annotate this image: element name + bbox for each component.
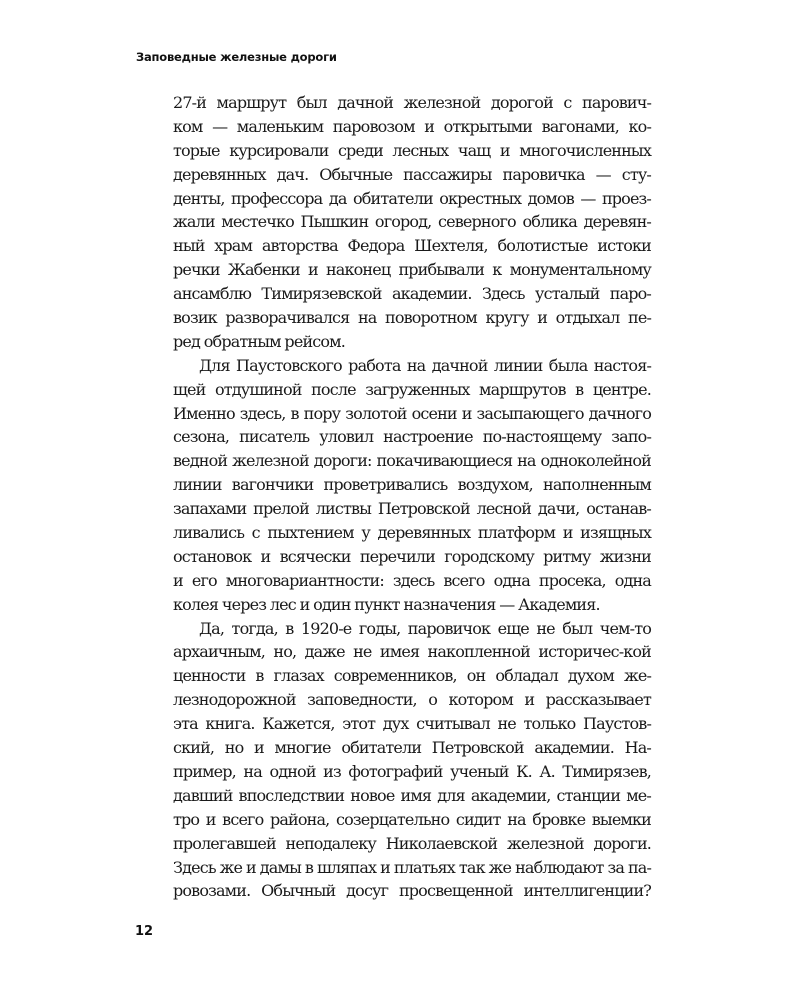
text-line: ведной железной дороги: покачивающиеся на одноколейной: [173, 451, 651, 471]
text-line: и его многовариантности: здесь всего одна просека, одна: [173, 570, 651, 590]
text-line: ливались с пыхтением у деревянных платформ и изящных: [173, 523, 651, 543]
text-line: линии вагончики проветривались воздухом, наполненным: [173, 475, 651, 495]
text-line: Да, тогда, в 1920-е годы, паровичок еще не был чем-то: [199, 618, 651, 638]
text-line: деревянных дач. Обычные пассажиры паровичка — сту-: [173, 164, 651, 184]
text-line: торые курсировали среди лесных чащ и многочисленных: [173, 140, 651, 160]
text-line: возик разворачивался на поворотном кругу и отдыхал пе-: [173, 308, 651, 328]
text-line: щей отдушиной после загруженных маршрутов в центре.: [173, 379, 651, 399]
text-line: давший впоследствии новое имя для академии, станции ме-: [173, 785, 651, 805]
text-line: 27-й маршрут был дачной железной дорогой с парович-: [173, 93, 651, 112]
text-line: лезнодорожной заповедности, о котором и рассказывает: [173, 690, 651, 710]
text-line: архаичным, но, даже не имея накопленной историчес-кой: [173, 642, 651, 662]
text-line: ред обратным рейсом.: [173, 331, 345, 351]
text-line: Именно здесь, в пору золотой осени и засыпающего дачного: [173, 403, 651, 423]
running-head: Заповедные железные дороги: [136, 50, 337, 64]
text-line: эта книга. Кажется, этот дух считывал не только Паустов-: [173, 714, 651, 734]
text-line: запахами прелой листвы Петровской лесной дачи, останав-: [173, 499, 651, 519]
body-text: [173, 91, 651, 903]
text-line: ный храм авторства Федора Шехтеля, болотистые истоки: [173, 236, 651, 256]
text-line: речки Жабенки и наконец прибывали к монументальному: [173, 260, 651, 280]
text-line: остановок и всячески перечили городскому ритму жизни: [173, 546, 651, 566]
page-number: 12: [135, 924, 154, 939]
text-line: ровозами. Обычный досуг просвещенной интеллигенции?: [173, 881, 651, 901]
text-line: ский, но и многие обитатели Петровской академии. На-: [173, 738, 651, 758]
text-line: сезона, писатель уловил настроение по-настоящему запо-: [173, 427, 651, 447]
text-line: Для Паустовского работа на дачной линии была настоя-: [199, 355, 651, 375]
text-line: жали местечко Пышкин огород, северного облика деревян-: [173, 212, 651, 232]
text-line: денты, профессора да обитатели окрестных домов — проез-: [173, 188, 651, 208]
text-line: ком — маленьким паровозом и открытыми вагонами, ко-: [173, 116, 651, 136]
text-line: пример, на одной из фотографий ученый К. А. Тимирязев,: [173, 761, 651, 781]
text-line: ансамблю Тимирязевской академии. Здесь усталый паро-: [173, 284, 651, 304]
text-line: тро и всего района, созерцательно сидит на бровке выемки: [173, 809, 651, 829]
text-line: Здесь же и дамы в шляпах и платьях так же наблюдают за па-: [173, 857, 651, 877]
text-line: колея через лес и один пункт назначения — Академия.: [173, 594, 600, 614]
text-line: ценности в глазах современников, он обладал духом же-: [173, 666, 651, 686]
text-line: пролегавшей неподалеку Николаевской железной дороги.: [173, 833, 651, 853]
